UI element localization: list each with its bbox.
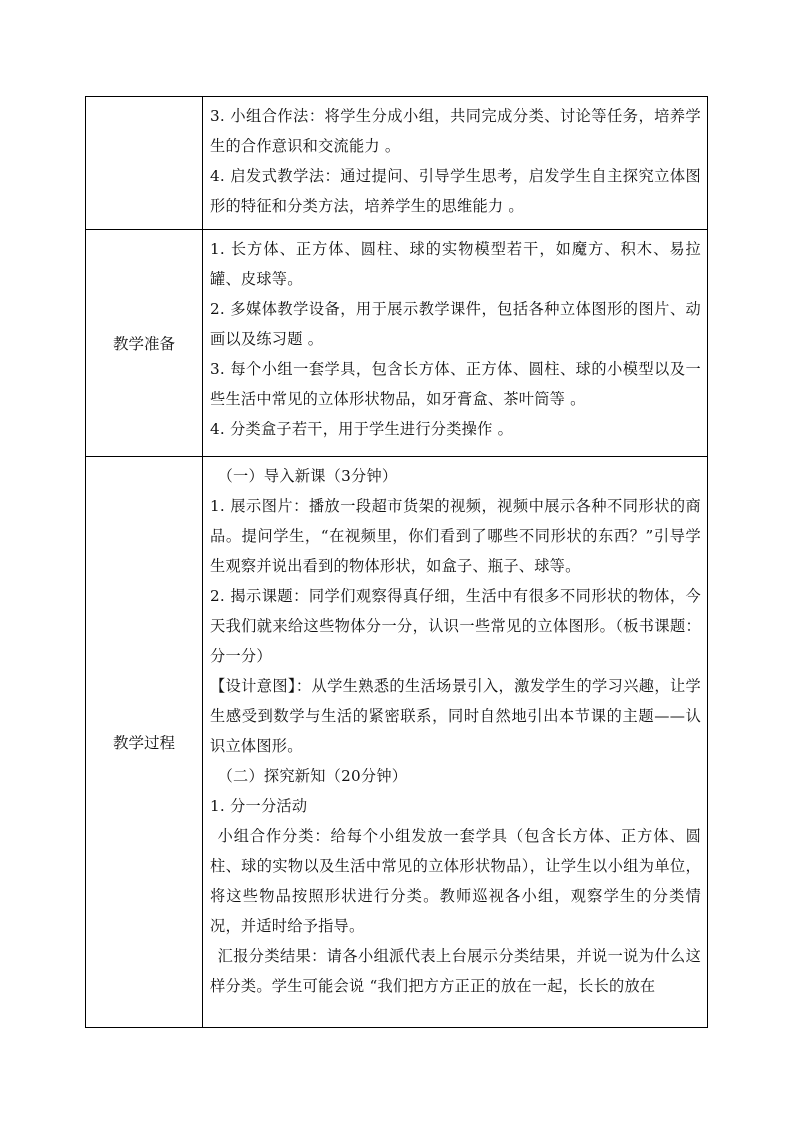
row-content (203, 230, 708, 457)
row-content (203, 97, 708, 230)
paragraph: 3. 每个小组一套学具，包含长方体、正方体、圆柱、球的小模型以及一些生活中常见的立体形状物品，如牙膏盒、茶叶筒等 。 (210, 360, 701, 408)
paragraph: 3. 小组合作法：将学生分成小组，共同完成分类、讨论等任务，培养学生的合作意识和交流能力 。 (210, 107, 701, 155)
paragraph: 小组合作分类：给每个小组发放一套学具（包含长方体、正方体、圆柱、球的实物以及生活中常见的立体形状物品），让学生以小组为单位，将这些物品按照形状进行分类。教师巡视各小组，观察学生的分类情况，并适时给予指导。 (210, 827, 701, 935)
paragraph: 4. 分类盒子若干，用于学生进行分类操作 。 (210, 420, 514, 438)
row-label: 教学过程 (86, 457, 203, 1028)
paragraph: 1. 分一分活动 (210, 797, 308, 815)
table-row (86, 230, 708, 457)
paragraph: 1. 长方体、正方体、圆柱、球的实物模型若干，如魔方、积木、易拉罐、皮球等。 (210, 240, 701, 288)
paragraph: 汇报分类结果：请各小组派代表上台展示分类结果，并说一说为什么这样分类。学生可能会说 “我们把方方正正的放在一起，长长的放在 (210, 947, 701, 995)
section-heading: （二）探究新知（20分钟） (217, 767, 408, 785)
row-label: 教学准备 (86, 230, 203, 457)
table-row (86, 97, 708, 230)
paragraph: 1. 展示图片：播放一段超市货架的视频，视频中展示各种不同形状的商品。提问学生，“在视频里，你们看到了哪些不同形状的东西？”引导学生观察并说出看到的物体形状，如盒子、瓶子、球等。 (210, 497, 701, 575)
row-label (86, 97, 203, 230)
paragraph: 2. 揭示课题：同学们观察得真仔细，生活中有很多不同形状的物体，今天我们就来给这些物体分一分，认识一些常见的立体图形。（板书课题：分一分） (210, 587, 701, 665)
table-row (86, 457, 708, 1028)
paragraph: 2. 多媒体教学设备，用于展示教学课件，包括各种立体图形的图片、动画以及练习题 。 (210, 300, 701, 348)
paragraph: 4. 启发式教学法：通过提问、引导学生思考，启发学生自主探究立体图形的特征和分类方法，培养学生的思维能力 。 (210, 167, 701, 215)
row-content (203, 457, 708, 1028)
lesson-plan-table (85, 96, 708, 1028)
design-intent-paragraph: 【设计意图】：从学生熟悉的生活场景引入，激发学生的学习兴趣，让学生感受到数学与生活的紧密联系，同时自然地引出本节课的主题——认识立体图形。 (210, 677, 701, 755)
section-heading: （一）导入新课（3分钟） (217, 467, 398, 485)
